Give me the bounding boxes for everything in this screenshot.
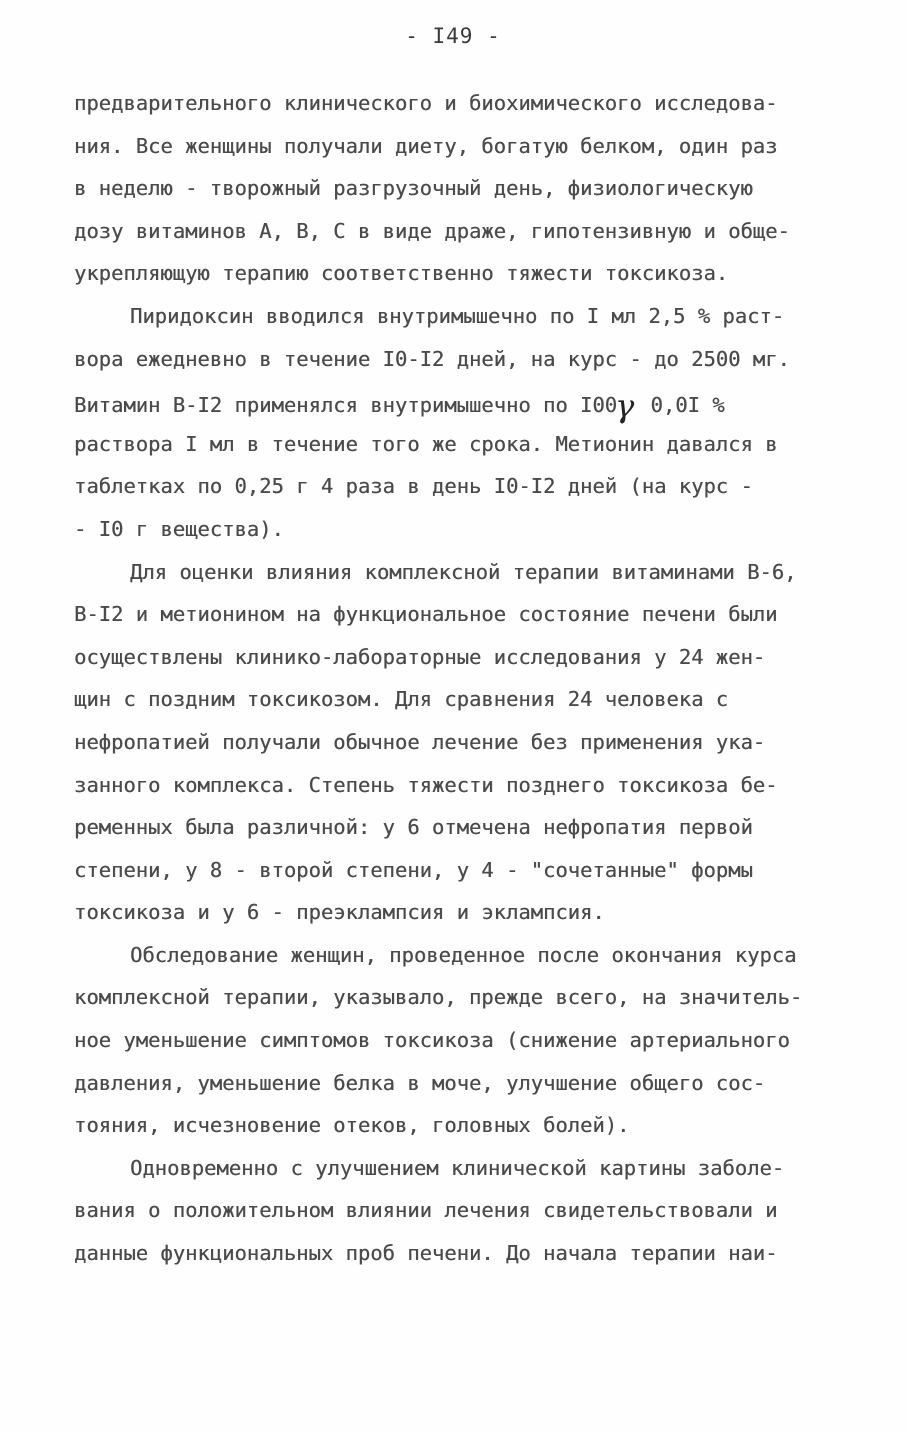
text-line: Обследование женщин, проведенное после окончания курса: [130, 942, 797, 967]
text-line: нефропатией получали обычное лечение без применения ука-: [74, 729, 766, 754]
text-line: - I0 г вещества).: [74, 516, 284, 541]
text-line: укрепляющую терапию соответственно тяжести токсикоза.: [74, 261, 729, 286]
text-line: щин с поздним токсикозом. Для сравнения 24 человека с: [74, 687, 729, 712]
text-line: ния. Все женщины получали диету, богатую белком, один раз: [74, 133, 778, 158]
text-line: в неделю - творожный разгрузочный день, физиологическую: [74, 176, 753, 201]
text-line: ременных была различной: у 6 отмечена нефропатия первой: [74, 815, 753, 840]
paragraph-4: [74, 934, 834, 1147]
paragraph-2: [74, 295, 834, 551]
text-line: токсикоза и у 6 - преэклампсия и эклампсия.: [74, 900, 605, 925]
text-line: Для оценки влияния комплексной терапии витаминами В-6,: [130, 559, 797, 584]
text-line: комплексной терапии, указывало, прежде всего, на значитель-: [74, 985, 803, 1010]
text-fragment: Витамин В-I2 применялся внутримышечно по I00: [74, 393, 618, 418]
text-line: давления, уменьшение белка в моче, улучшение общего сос-: [74, 1070, 766, 1095]
text-line: таблетках по 0,25 г 4 раза в день I0-I2 дней (на курс -: [74, 474, 753, 499]
text-line: Одновременно с улучшением клинической картины заболе-: [130, 1155, 785, 1180]
handwritten-gamma-mark: γ: [615, 387, 635, 426]
text-line: осуществлены клинико-лабораторные исследования у 24 жен-: [74, 644, 766, 669]
text-line: данные функциональных проб печени. До начала терапии наи-: [74, 1241, 778, 1266]
text-line-with-mark: [74, 380, 834, 426]
text-line: дозу витаминов А, В, С в виде драже, гипотензивную и обще-: [74, 218, 790, 243]
text-line: ное уменьшение симптомов токсикоза (снижение артериального: [74, 1028, 790, 1053]
text-fragment: 0,0I %: [650, 393, 725, 418]
text-line: вания о положительном влиянии лечения свидетельствовали и: [74, 1198, 778, 1223]
body-text: [74, 82, 834, 1275]
text-line: Пиридоксин вводился внутримышечно по I мл 2,5 % раст-: [130, 303, 785, 328]
paragraph-1: [74, 82, 834, 295]
text-line: В-I2 и метионином на функциональное состояние печени были: [74, 602, 778, 627]
text-line: тояния, исчезновение отеков, головных болей).: [74, 1113, 630, 1138]
text-line: предварительного клинического и биохимического исследова-: [74, 91, 778, 115]
text-line: степени, у 8 - второй степени, у 4 - "сочетанные" формы: [74, 857, 753, 882]
text-line: раствора I мл в течение того же срока. Метионин давался в: [74, 431, 778, 456]
paragraph-3: [74, 551, 834, 934]
page-number: - I49 -: [405, 24, 501, 48]
text-line: вора ежедневно в течение I0-I2 дней, на курс - до 2500 мг.: [74, 346, 790, 371]
text-line: занного комплекса. Степень тяжести позднего токсикоза бе-: [74, 772, 778, 797]
paragraph-5: [74, 1147, 834, 1275]
